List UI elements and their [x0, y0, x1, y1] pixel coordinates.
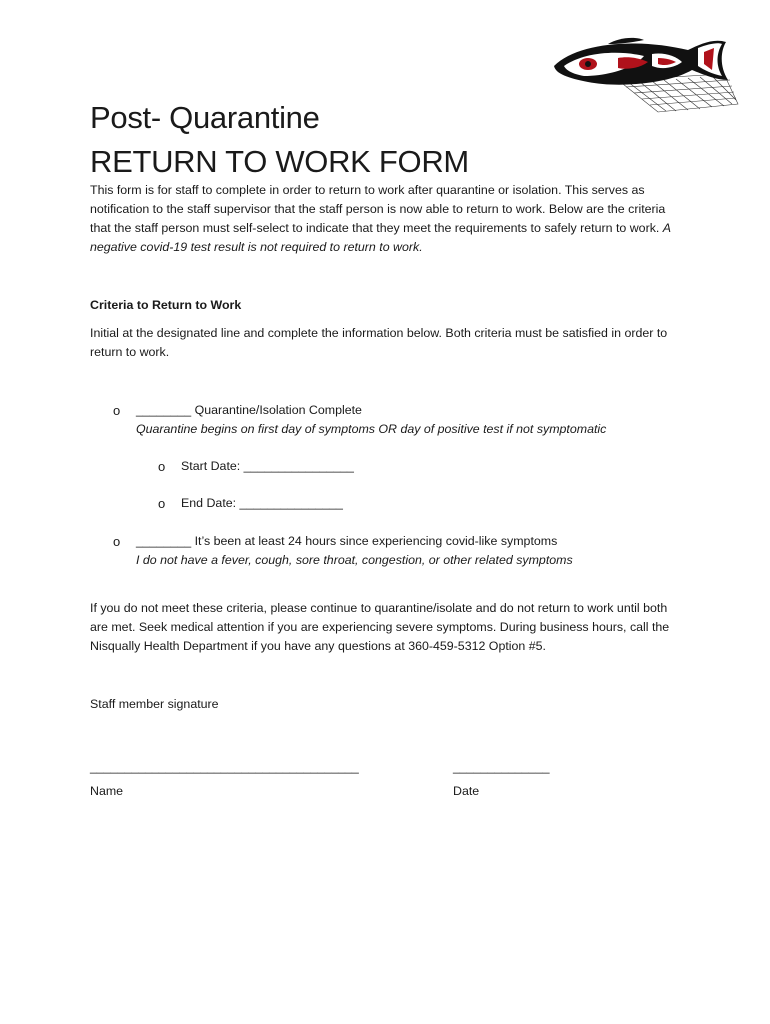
- bullet-marker: o: [158, 496, 166, 511]
- start-date-field[interactable]: Start Date: ________________: [181, 459, 354, 473]
- date-label: Date: [453, 784, 480, 798]
- criteria-heading: Criteria to Return to Work: [90, 298, 242, 312]
- signature-label: Staff member signature: [90, 697, 219, 711]
- criterion-1-note: Quarantine begins on first day of symptoms OR day of positive test if not symptomatic: [136, 422, 607, 436]
- end-date-field[interactable]: End Date: _______________: [181, 496, 343, 510]
- guidance-paragraph: If you do not meet these criteria, please continue to quarantine/isolate and do not return to work until both are met. Seek medical attention if you are experiencing severe symptoms. During business hours, call the Nisqually Health Department if you have any questions at 360-459-5312 Option #5.: [90, 601, 670, 653]
- intro-italic-note: A negative covid-19 test result is not required to return to work.: [90, 221, 671, 254]
- salmon-logo-icon: [548, 34, 744, 114]
- criterion-quarantine-complete[interactable]: [136, 401, 696, 439]
- name-signature-line[interactable]: _______________________________________: [90, 760, 359, 774]
- criteria-instructions: Initial at the designated line and complete the information below. Both criteria must be satisfied in order to return to work.: [90, 326, 668, 359]
- criterion-2-note: I do not have a fever, cough, sore throat, congestion, or other related symptoms: [136, 553, 573, 567]
- criterion-1-label: ________ Quarantine/Isolation Complete: [136, 403, 362, 417]
- name-label: Name: [90, 784, 124, 798]
- page-title: [90, 96, 469, 184]
- intro-paragraph: [90, 181, 680, 257]
- criterion-2-label: ________ It’s been at least 24 hours since experiencing covid-like symptoms: [136, 534, 558, 548]
- bullet-marker: o: [113, 534, 121, 549]
- title-line-1: Post- Quarantine: [90, 100, 320, 135]
- criterion-symptom-free[interactable]: [136, 532, 696, 570]
- title-line-2: RETURN TO WORK FORM: [90, 144, 469, 179]
- bullet-marker: o: [158, 459, 166, 474]
- intro-text: This form is for staff to complete in order to return to work after quarantine or isolation. This serves as notification to the staff supervisor that the staff person is now able to return to work. Below are the criteria that the staff person must self-select to indicate that they meet the requirements to safely return to work.: [90, 183, 666, 235]
- bullet-marker: o: [113, 403, 121, 418]
- date-signature-line[interactable]: ______________: [453, 760, 550, 774]
